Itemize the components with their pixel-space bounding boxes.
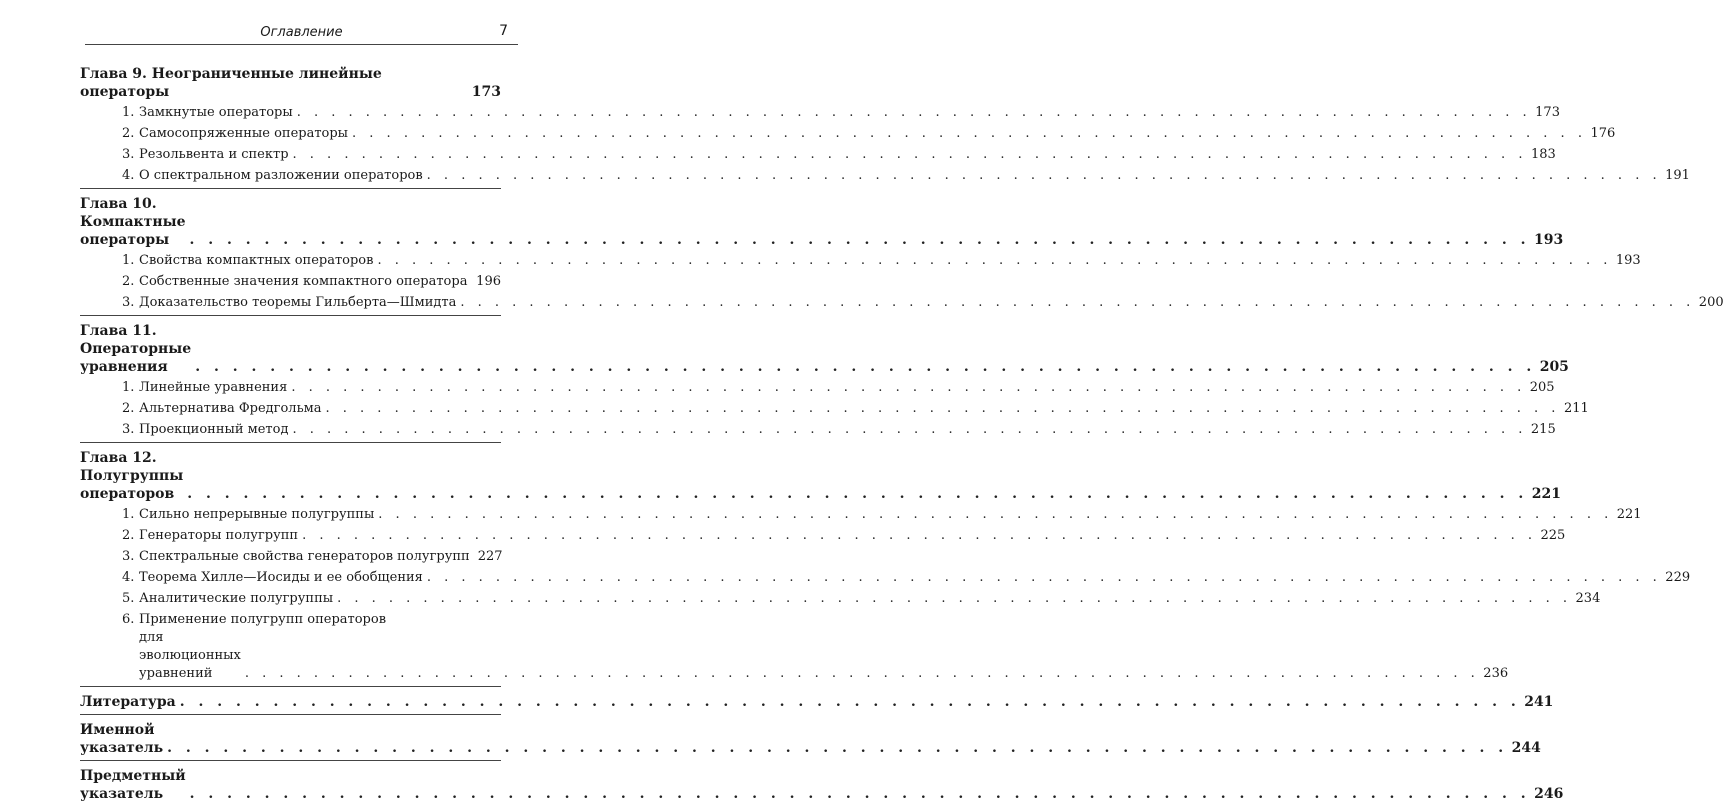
section-title: Линейные уравнения [139, 380, 288, 395]
section-page: 234 [1575, 591, 1601, 606]
chapter-9-entry[interactable] [80, 65, 501, 101]
table-of-contents [80, 65, 1724, 803]
section-title: Применение полугрупп операторов [139, 612, 387, 627]
chapter-title: Глава 10. Компактные операторы [80, 196, 186, 248]
subject-index-entry[interactable] [80, 767, 1564, 803]
section-page: 227 [477, 549, 503, 564]
running-title: Оглавление [260, 25, 343, 40]
section-page: 225 [1540, 528, 1566, 543]
dot-leader: . . . . . . . . . . . . . . . . . . . . . . . . . . . . . . . . . . . . . . . . . . . . . . . . . . . . . . . . . . . . . . . . . . . . . . . . [244, 666, 1480, 681]
chapter-page: 193 [1534, 232, 1564, 248]
section-title: Сильно непрерывные полугруппы [139, 507, 375, 522]
entry-page: 246 [1534, 786, 1564, 802]
section-title: Замкнутые операторы [139, 105, 293, 120]
section-number: 2. [122, 401, 135, 416]
dot-leader: . . . . . . . . . . . . . . . . . . . . . . . . . . . . . . . . . . . . . . . . . . . . . . . . . . . . . . . . . . . . . . . . . . . . . . . . [302, 528, 1537, 543]
section-entry[interactable] [80, 421, 1556, 439]
dot-leader: . . . . . . . . . . . . . . . . . . . . . . . . . . . . . . . . . . . . . . . . . . . . . . . . . . . . . . . . . . . . . . . . . . . . . . . . [292, 422, 1527, 437]
section-entry[interactable] [80, 590, 1601, 608]
section-title: Свойства компактных операторов [139, 253, 374, 268]
chapter-page: 205 [1539, 359, 1569, 375]
entry-page: 244 [1511, 740, 1541, 756]
dot-leader: . . . . . . . . . . . . . . . . . . . . . . . . . . . . . . . . . . . . . . . . . . . . . . . . . . . . . . . . . . . . . . . . . . . . . . . . [296, 105, 1532, 120]
section-page: 200 [1698, 295, 1724, 310]
section-number: 2. [122, 274, 135, 289]
dot-leader: . . . . . . . . . . . . . . . . . . . . . . . . . . . . . . . . . . . . . . . . . . . . . . . . . . . . . . . . . . . . . . . . . . . . . . . . [426, 570, 1662, 585]
chapter-divider [80, 442, 501, 443]
dot-leader: . . . . . . . . . . . . . . . . . . . . . . . . . . . . . . . . . . . . . . . . . . . . . . . . . . . . . . . . . . . . . . . . . . . . . . . . [377, 253, 1612, 268]
section-number: 4. [122, 168, 135, 183]
section-title: Спектральные свойства генераторов полугрупп [139, 549, 470, 564]
section-entry[interactable] [80, 379, 1555, 397]
section-title: Проекционный метод [139, 422, 289, 437]
section-entry[interactable] [80, 294, 1724, 312]
section-title: Аналитические полугруппы [139, 591, 334, 606]
section-entry[interactable] [80, 506, 1642, 524]
chapter-title: Глава 9. Неограниченные линейные операторы [80, 66, 382, 100]
chapter-12-entry[interactable] [80, 449, 1561, 503]
dot-leader: . . . . . . . . . . . . . . . . . . . . . . . . . . . . . . . . . . . . . . . . . . . . . . . . . . . . . . . . . . . . . . . . . . . . . . . . [292, 147, 1527, 162]
section-entry[interactable] [80, 548, 501, 566]
dot-leader [471, 273, 472, 291]
section-entry[interactable] [80, 400, 1589, 418]
section-page: 176 [1590, 126, 1616, 141]
section-number: 1. [122, 253, 135, 268]
chapter-divider [80, 188, 501, 189]
entry-title: Именной указатель [80, 722, 164, 756]
section-number: 1. [122, 507, 135, 522]
section-page: 183 [1530, 147, 1556, 162]
dot-leader: . . . . . . . . . . . . . . . . . . . . . . . . . . . . . . . . . . . . . . . . . . . . . . . . . . . . . . . . . . . . . . . . . . . . . . . . [352, 126, 1587, 141]
section-entry[interactable] [80, 252, 1641, 270]
section-title: Самосопряженные операторы [139, 126, 349, 141]
dot-leader: . . . . . . . . . . . . . . . . . . . . . . . . . . . . . . . . . . . . . . . . . . . . . . . . . . . . . . . . . . . . . . . . . . . . . . . . [189, 232, 1531, 248]
chapter-page: 221 [1531, 486, 1561, 502]
section-number: 3. [122, 422, 135, 437]
bibliography-entry[interactable] [80, 693, 1554, 711]
dot-leader: . . . . . . . . . . . . . . . . . . . . . . . . . . . . . . . . . . . . . . . . . . . . . . . . . . . . . . . . . . . . . . . . . . . . . . . . [189, 786, 1531, 802]
section-title: Альтернатива Фредгольма [139, 401, 322, 416]
section-page: 193 [1615, 253, 1641, 268]
chapter-page: 173 [471, 84, 501, 100]
section-title: Генераторы полугрупп [139, 528, 299, 543]
section-entry[interactable] [80, 104, 1560, 122]
section-number: 3. [122, 549, 135, 564]
section-title: Собственные значения компактного оператора [139, 274, 468, 289]
section-page: 211 [1563, 401, 1589, 416]
entry-title: Предметный указатель [80, 768, 186, 802]
section-number: 4. [122, 570, 135, 585]
dot-leader: . . . . . . . . . . . . . . . . . . . . . . . . . . . . . . . . . . . . . . . . . . . . . . . . . . . . . . . . . . . . . . . . . . . . . . . . [426, 168, 1662, 183]
dot-leader: . . . . . . . . . . . . . . . . . . . . . . . . . . . . . . . . . . . . . . . . . . . . . . . . . . . . . . . . . . . . . . . . . . . . . . . . [179, 694, 1521, 710]
section-page: 173 [1535, 105, 1560, 120]
entry-page: 241 [1524, 694, 1554, 710]
section-number: 2. [122, 528, 135, 543]
section-page: 196 [476, 274, 501, 289]
section-page: 236 [1483, 666, 1509, 681]
section-title: Теорема Хилле—Иосиды и ее обобщения [139, 570, 423, 585]
section-page: 215 [1530, 422, 1556, 437]
chapter-11-entry[interactable] [80, 322, 1569, 376]
section-entry[interactable] [80, 569, 1691, 587]
section-number: 1. [122, 105, 135, 120]
section-title: Доказательство теоремы Гильберта—Шмидта [139, 295, 457, 310]
chapter-divider [80, 686, 501, 687]
section-title-continued: для эволюционных уравнений [139, 630, 241, 681]
dot-leader: . . . . . . . . . . . . . . . . . . . . . . . . . . . . . . . . . . . . . . . . . . . . . . . . . . . . . . . . . . . . . . . . . . . . . . . . [195, 359, 1536, 375]
dot-leader: . . . . . . . . . . . . . . . . . . . . . . . . . . . . . . . . . . . . . . . . . . . . . . . . . . . . . . . . . . . . . . . . . . . . . . . . [187, 486, 1528, 502]
section-entry[interactable] [80, 167, 1690, 185]
section-number: 3. [122, 295, 135, 310]
section-number: 2. [122, 126, 135, 141]
running-header [85, 22, 518, 45]
section-entry-multiline[interactable] [80, 611, 1509, 683]
chapter-title: Глава 11. Операторные уравнения [80, 323, 192, 375]
chapter-title: Глава 12. Полугруппы операторов [80, 450, 184, 502]
dot-leader: . . . . . . . . . . . . . . . . . . . . . . . . . . . . . . . . . . . . . . . . . . . . . . . . . . . . . . . . . . . . . . . . . . . . . . . . [325, 401, 1560, 416]
dot-leader: . . . . . . . . . . . . . . . . . . . . . . . . . . . . . . . . . . . . . . . . . . . . . . . . . . . . . . . . . . . . . . . . . . . . . . . . [167, 740, 1508, 756]
section-entry[interactable] [80, 527, 1566, 545]
entry-divider [80, 714, 501, 715]
dot-leader: . . . . . . . . . . . . . . . . . . . . . . . . . . . . . . . . . . . . . . . . . . . . . . . . . . . . . . . . . . . . . . . . . . . . . . . . [337, 591, 1572, 606]
section-page: 205 [1529, 380, 1555, 395]
chapter-divider [80, 315, 501, 316]
section-page: 221 [1616, 507, 1642, 522]
section-entry[interactable] [80, 146, 1556, 164]
dot-leader: . . . . . . . . . . . . . . . . . . . . . . . . . . . . . . . . . . . . . . . . . . . . . . . . . . . . . . . . . . . . . . . . . . . . . . . . [378, 507, 1613, 522]
section-number: 5. [122, 591, 135, 606]
name-index-entry[interactable] [80, 721, 1541, 757]
section-entry[interactable] [80, 125, 1616, 143]
entry-title: Литература [80, 694, 176, 710]
chapter-10-entry[interactable] [80, 195, 1564, 249]
section-title: О спектральном разложении операторов [139, 168, 423, 183]
section-entry[interactable] [80, 273, 501, 291]
section-page: 191 [1665, 168, 1690, 183]
dot-leader: . . . . . . . . . . . . . . . . . . . . . . . . . . . . . . . . . . . . . . . . . . . . . . . . . . . . . . . . . . . . . . . . . . . . . . . . [460, 295, 1695, 310]
section-number: 1. [122, 380, 135, 395]
dot-leader: . . . . . . . . . . . . . . . . . . . . . . . . . . . . . . . . . . . . . . . . . . . . . . . . . . . . . . . . . . . . . . . . . . . . . . . . [291, 380, 1526, 395]
page-number: 7 [499, 23, 508, 39]
section-number: 6. [122, 612, 135, 627]
section-page: 229 [1665, 570, 1691, 585]
entry-divider [80, 760, 501, 761]
section-number: 3. [122, 147, 135, 162]
section-title: Резольвента и спектр [139, 147, 289, 162]
